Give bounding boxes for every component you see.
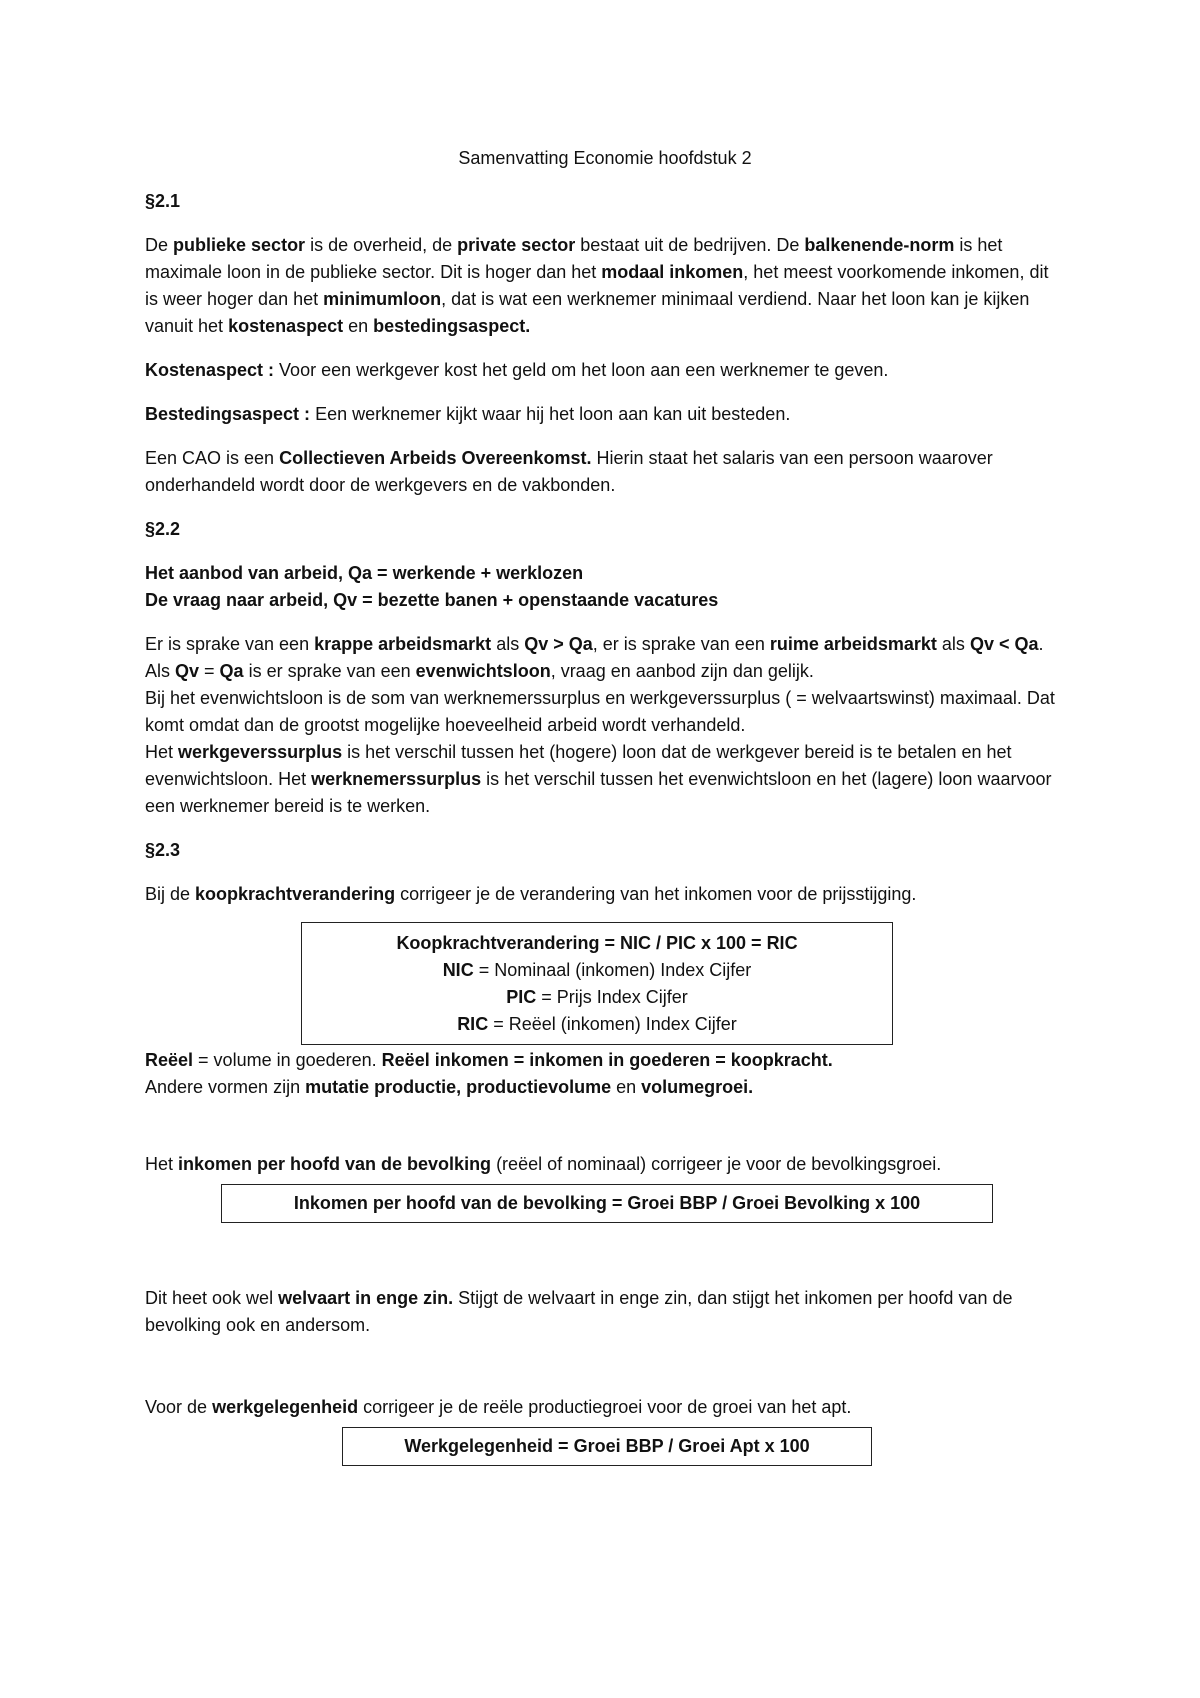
vraag-definition: De vraag naar arbeid, Qv = bezette banen + openstaande vacatures <box>145 590 719 610</box>
document-body <box>145 145 1065 1466</box>
formula-pic: PIC = Prijs Index Cijfer <box>506 987 688 1007</box>
evenwichtsloon-text: Bij het evenwichtsloon is de som van werknemerssurplus en werkgeverssurplus ( = welvaartswinst) maximaal. Dat komt omdat dan de grootst mogelijke hoeveelheid arbeid wordt verhandeld. <box>145 688 1055 735</box>
formula-box-koopkracht <box>301 922 893 1045</box>
paragraph-werkgelegenheid: Voor de werkgelegenheid corrigeer je de reële productiegroei voor de groei van het apt. <box>145 1397 852 1417</box>
section-heading-2-3: §2.3 <box>145 840 181 860</box>
paragraph-cao: Een CAO is een Collectieven Arbeids Overeenkomst. Hierin staat het salaris van een persoon waarover onderhandeld wordt door de werkgevers en de vakbonden. <box>145 448 993 495</box>
formula-box-inkomen-per-hoofd <box>221 1184 993 1223</box>
paragraph-arbeidsmarkt: Er is sprake van een krappe arbeidsmarkt als Qv > Qa, er is sprake van een ruime arbeidsmarkt als Qv < Qa. Als Qv = Qa is er sprake van een evenwichtsloon, vraag en aanbod zijn dan gelijk. Bij het evenwichtsloon is de som van werknemerssurplus en werkgeverssurplus ( = welvaartswinst) maximaal. Dat komt omdat dan de grootst mogelijke hoeveelheid arbeid wordt verhandeld. Het werkgeverssurplus is het verschil tussen het (hogere) loon dat de werkgever bereid is te betalen en het evenwichtsloon. Het werknemerssurplus is het verschil tussen het evenwichtsloon en het (lagere) loon waarvoor een werknemer bereid is te werken. <box>145 634 1055 816</box>
paragraph-arbeid-definitions <box>145 560 1065 614</box>
formula-nic: NIC = Nominaal (inkomen) Index Cijfer <box>442 960 752 980</box>
aanbod-definition: Het aanbod van arbeid, Qa = werkende + werklozen <box>145 563 584 583</box>
paragraph-welvaart: Dit heet ook wel welvaart in enge zin. Stijgt de welvaart in enge zin, dan stijgt het inkomen per hoofd van de bevolking ook en andersom. <box>145 1288 1013 1335</box>
section-heading-2-2: §2.2 <box>145 519 181 539</box>
paragraph-kostenaspect: Kostenaspect : Voor een werkgever kost het geld om het loon aan een werknemer te geven. <box>145 360 889 380</box>
formula-werkgelegenheid: Werkgelegenheid = Groei BBP / Groei Apt x 100 <box>404 1436 810 1456</box>
paragraph-inkomen-per-hoofd: Het inkomen per hoofd van de bevolking (reëel of nominaal) corrigeer je voor de bevolkingsgroei. <box>145 1154 942 1174</box>
formula-box-werkgelegenheid <box>342 1427 872 1466</box>
document-title: Samenvatting Economie hoofdstuk 2 <box>458 148 752 168</box>
paragraph-sectors: De publieke sector is de overheid, de private sector bestaat uit de bedrijven. De balkenende-norm is het maximale loon in de publieke sector. Dit is hoger dan het modaal inkomen, het meest voorkomende inkomen, dit is weer hoger dan het minimumloon, dat is wat een werknemer minimaal verdiend. Naar het loon kan je kijken vanuit het kostenaspect en bestedingsaspect. <box>145 235 1049 336</box>
section-heading-2-1: §2.1 <box>145 191 181 211</box>
formula-ric: RIC = Reëel (inkomen) Index Cijfer <box>457 1014 737 1034</box>
paragraph-koopkracht: Bij de koopkrachtverandering corrigeer je de verandering van het inkomen voor de prijsstijging. <box>145 884 917 904</box>
paragraph-bestedingsaspect: Bestedingsaspect : Een werknemer kijkt waar hij het loon aan kan uit besteden. <box>145 404 791 424</box>
paragraph-reeel: Reëel = volume in goederen. Reëel inkomen = inkomen in goederen = koopkracht. Andere vormen zijn mutatie productie, productievolume en volumegroei. <box>145 1050 833 1097</box>
formula-inkomen-per-hoofd: Inkomen per hoofd van de bevolking = Groei BBP / Groei Bevolking x 100 <box>293 1193 921 1213</box>
formula-koopkracht: Koopkrachtverandering = NIC / PIC x 100 = RIC <box>396 933 798 953</box>
